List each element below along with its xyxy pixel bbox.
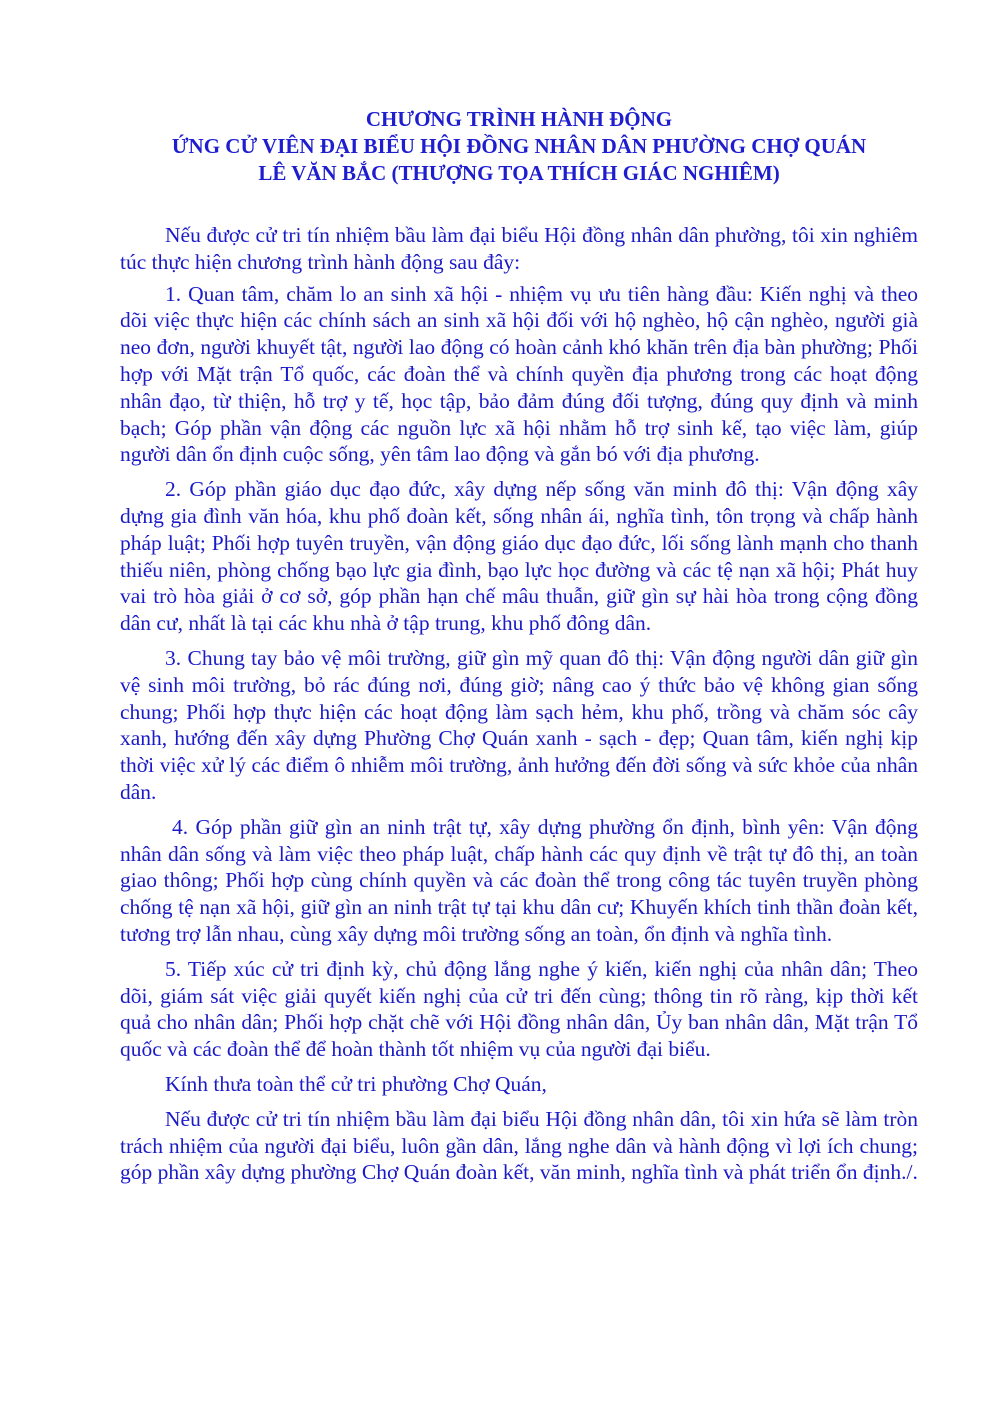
action-item-2: 2. Góp phần giáo dục đạo đức, xây dựng nếp sống văn minh đô thị: Vận động xây dựng gia đình văn hóa, khu phố đoàn kết, sống nhân ái, nghĩa tình, tôn trọng và chấp hành pháp luật; Phối hợp tuyên truyền, vận động giáo dục đạo đức, lối sống lành mạnh cho thanh thiếu niên, phòng chống bạo lực gia đình, bạo lực học đường và các tệ nạn xã hội; Phát huy vai trò hòa giải ở cơ sở, góp phần hạn chế mâu thuẫn, giữ gìn sự hài hòa trong cộng đồng dân cư, nhất là tại các khu nhà ở tập trung, khu phố đông dân.: [120, 477, 918, 636]
title-line-3: LÊ VĂN BẮC (THƯỢNG TỌA THÍCH GIÁC NGHIÊM): [258, 161, 780, 185]
document-title: [120, 106, 918, 187]
document-page: [120, 106, 918, 1194]
action-item-4: 4. Góp phần giữ gìn an ninh trật tự, xây dựng phường ổn định, bình yên: Vận động nhân dân sống và làm việc theo pháp luật, chấp hành các quy định về trật tự đô thị, an toàn giao thông; Phối hợp cùng chính quyền và các đoàn thể trong công tác tuyên truyền phòng chống tệ nạn xã hội, giữ gìn an ninh trật tự tại khu dân cư; Khuyến khích tinh thần đoàn kết, tương trợ lẫn nhau, cùng xây dựng môi trường sống an toàn, ổn định và nghĩa tình.: [120, 814, 918, 946]
action-item-1: 1. Quan tâm, chăm lo an sinh xã hội - nhiệm vụ ưu tiên hàng đầu: Kiến nghị và theo dõi việc thực hiện các chính sách an sinh xã hội đối với hộ nghèo, hộ cận nghèo, người già neo đơn, người khuyết tật, người lao động có hoàn cảnh khó khăn trên địa bàn phường; Phối hợp với Mặt trận Tổ quốc, các đoàn thể và chính quyền địa phương trong các hoạt động nhân đạo, từ thiện, hỗ trợ y tế, học tập, bảo đảm đúng đối tượng, đúng quy định và minh bạch; Góp phần vận động các nguồn lực xã hội nhằm hỗ trợ sinh kế, tạo việc làm, giúp người dân ổn định cuộc sống, yên tâm lao động và gắn bó với địa phương.: [120, 281, 918, 467]
action-item-5: 5. Tiếp xúc cử tri định kỳ, chủ động lắng nghe ý kiến, kiến nghị của nhân dân; Theo dõi, giám sát việc giải quyết kiến nghị của cử tri đến cùng; thông tin rõ ràng, kịp thời kết quả cho nhân dân; Phối hợp chặt chẽ với Hội đồng nhân dân, Ủy ban nhân dân, Mặt trận Tổ quốc và các đoàn thể để hoàn thành tốt nhiệm vụ của người đại biểu.: [120, 956, 918, 1062]
title-line-1: CHƯƠNG TRÌNH HÀNH ĐỘNG: [365, 107, 673, 131]
closing-paragraph: Nếu được cử tri tín nhiệm bầu làm đại biểu Hội đồng nhân dân, tôi xin hứa sẽ làm tròn trách nhiệm của người đại biểu, luôn gần dân, lắng nghe dân và hành động vì lợi ích chung; góp phần xây dựng phường Chợ Quán đoàn kết, văn minh, nghĩa tình và phát triển ổn định./.: [120, 1106, 918, 1185]
intro-paragraph: Nếu được cử tri tín nhiệm bầu làm đại biểu Hội đồng nhân dân phường, tôi xin nghiêm túc thực hiện chương trình hành động sau đây:: [120, 223, 918, 274]
salutation: Kính thưa toàn thể cử tri phường Chợ Quán,: [165, 1071, 547, 1096]
action-item-3: 3. Chung tay bảo vệ môi trường, giữ gìn mỹ quan đô thị: Vận động người dân giữ gìn vệ sinh môi trường, bỏ rác đúng nơi, đúng giờ; nâng cao ý thức bảo vệ không gian sống chung; Phối hợp thực hiện các hoạt động làm sạch hẻm, khu phố, trồng và chăm sóc cây xanh, hướng đến xây dựng Phường Chợ Quán xanh - sạch - đẹp; Quan tâm, kiến nghị kịp thời việc xử lý các điểm ô nhiễm môi trường, ảnh hưởng đến đời sống và sức khỏe của nhân dân.: [120, 645, 918, 804]
title-line-2: ỨNG CỬ VIÊN ĐẠI BIỂU HỘI ĐỒNG NHÂN DÂN PHƯỜNG CHỢ QUÁN: [171, 134, 867, 158]
